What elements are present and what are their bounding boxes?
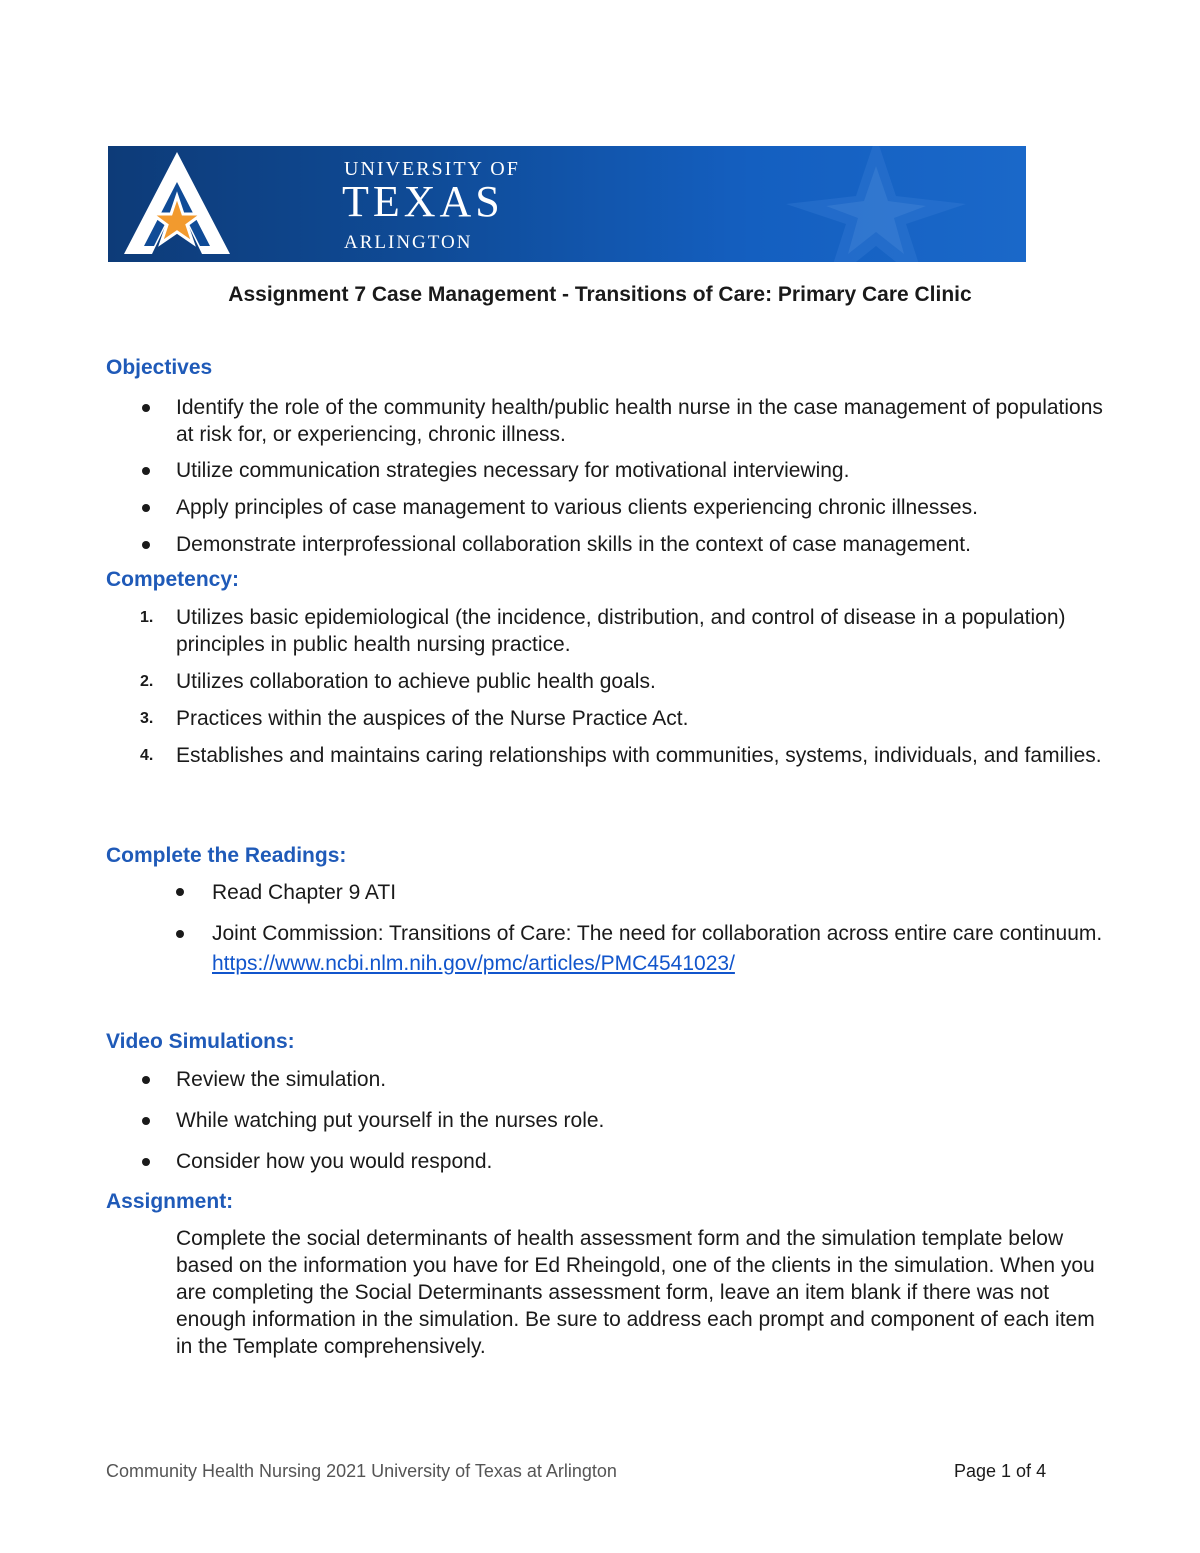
banner-texas: TEXAS: [342, 177, 504, 226]
reading-item: [212, 919, 1112, 979]
list-number: 3.: [140, 710, 154, 727]
banner-arlington: ARLINGTON: [344, 232, 473, 253]
assignment-body: Complete the social determinants of health assessment form and the simulation template below based on the information you have for Ed Rheingold, one of the clients in the simulation. When you are completing the Social Determinants assessment form, leave an item blank if there was not enough information in the simulation. Be sure to address each prompt and component of each item in the Template comprehensively.: [176, 1227, 1095, 1358]
article-link[interactable]: https://www.ncbi.nlm.nih.gov/pmc/articles/PMC4541023/: [212, 952, 735, 975]
star-watermark-icon: [696, 146, 1026, 262]
bullet-icon: [176, 888, 184, 896]
objective-item: Demonstrate interprofessional collaboration skills in the context of case management.: [176, 533, 971, 556]
objective-item: Apply principles of case management to various clients experiencing chronic illnesses.: [176, 496, 978, 519]
reading-item-text: Joint Commission: Transitions of Care: The need for collaboration across entire care continuum.: [212, 922, 1103, 945]
assignment-heading: Assignment:: [106, 1190, 234, 1213]
list-number: 1.: [140, 609, 154, 626]
document-title: Assignment 7 Case Management - Transitions of Care: Primary Care Clinic: [228, 283, 972, 306]
competency-heading: Competency:: [106, 568, 240, 591]
university-banner: [108, 146, 1026, 262]
bullet-icon: [142, 1158, 150, 1166]
competency-item: Utilizes basic epidemiological (the incidence, distribution, and control of disease in a population) principles in public health nursing practice.: [176, 606, 1066, 656]
competency-item: Establishes and maintains caring relationships with communities, systems, individuals, and families.: [176, 744, 1102, 767]
list-number: 4.: [140, 747, 154, 764]
bullet-icon: [142, 467, 150, 475]
bullet-icon: [176, 930, 184, 938]
objectives-heading: Objectives: [106, 356, 213, 379]
bullet-icon: [142, 1117, 150, 1125]
bullet-icon: [142, 404, 150, 412]
video-simulations-heading: Video Simulations:: [106, 1030, 295, 1053]
uta-a-star-logo: [122, 150, 232, 258]
objective-item: Utilize communication strategies necessary for motivational interviewing.: [176, 459, 850, 482]
footer-page-number: Page 1 of 4: [954, 1461, 1047, 1481]
footer-course: Community Health Nursing 2021 University of Texas at Arlington: [106, 1461, 617, 1481]
bullet-icon: [142, 504, 150, 512]
video-item: Consider how you would respond.: [176, 1150, 493, 1173]
banner-university-of: UNIVERSITY OF: [344, 158, 520, 180]
bullet-icon: [142, 1076, 150, 1084]
reading-item: Read Chapter 9 ATI: [212, 881, 397, 904]
video-item: Review the simulation.: [176, 1068, 387, 1091]
competency-item: Practices within the auspices of the Nurse Practice Act.: [176, 707, 689, 730]
readings-heading: Complete the Readings:: [106, 844, 347, 867]
bullet-icon: [142, 541, 150, 549]
list-number: 2.: [140, 673, 154, 690]
competency-item: Utilizes collaboration to achieve public health goals.: [176, 670, 656, 693]
video-item: While watching put yourself in the nurses role.: [176, 1109, 605, 1132]
objective-item: Identify the role of the community health/public health nurse in the case management of populations at risk for, or experiencing, chronic illness.: [176, 396, 1103, 446]
